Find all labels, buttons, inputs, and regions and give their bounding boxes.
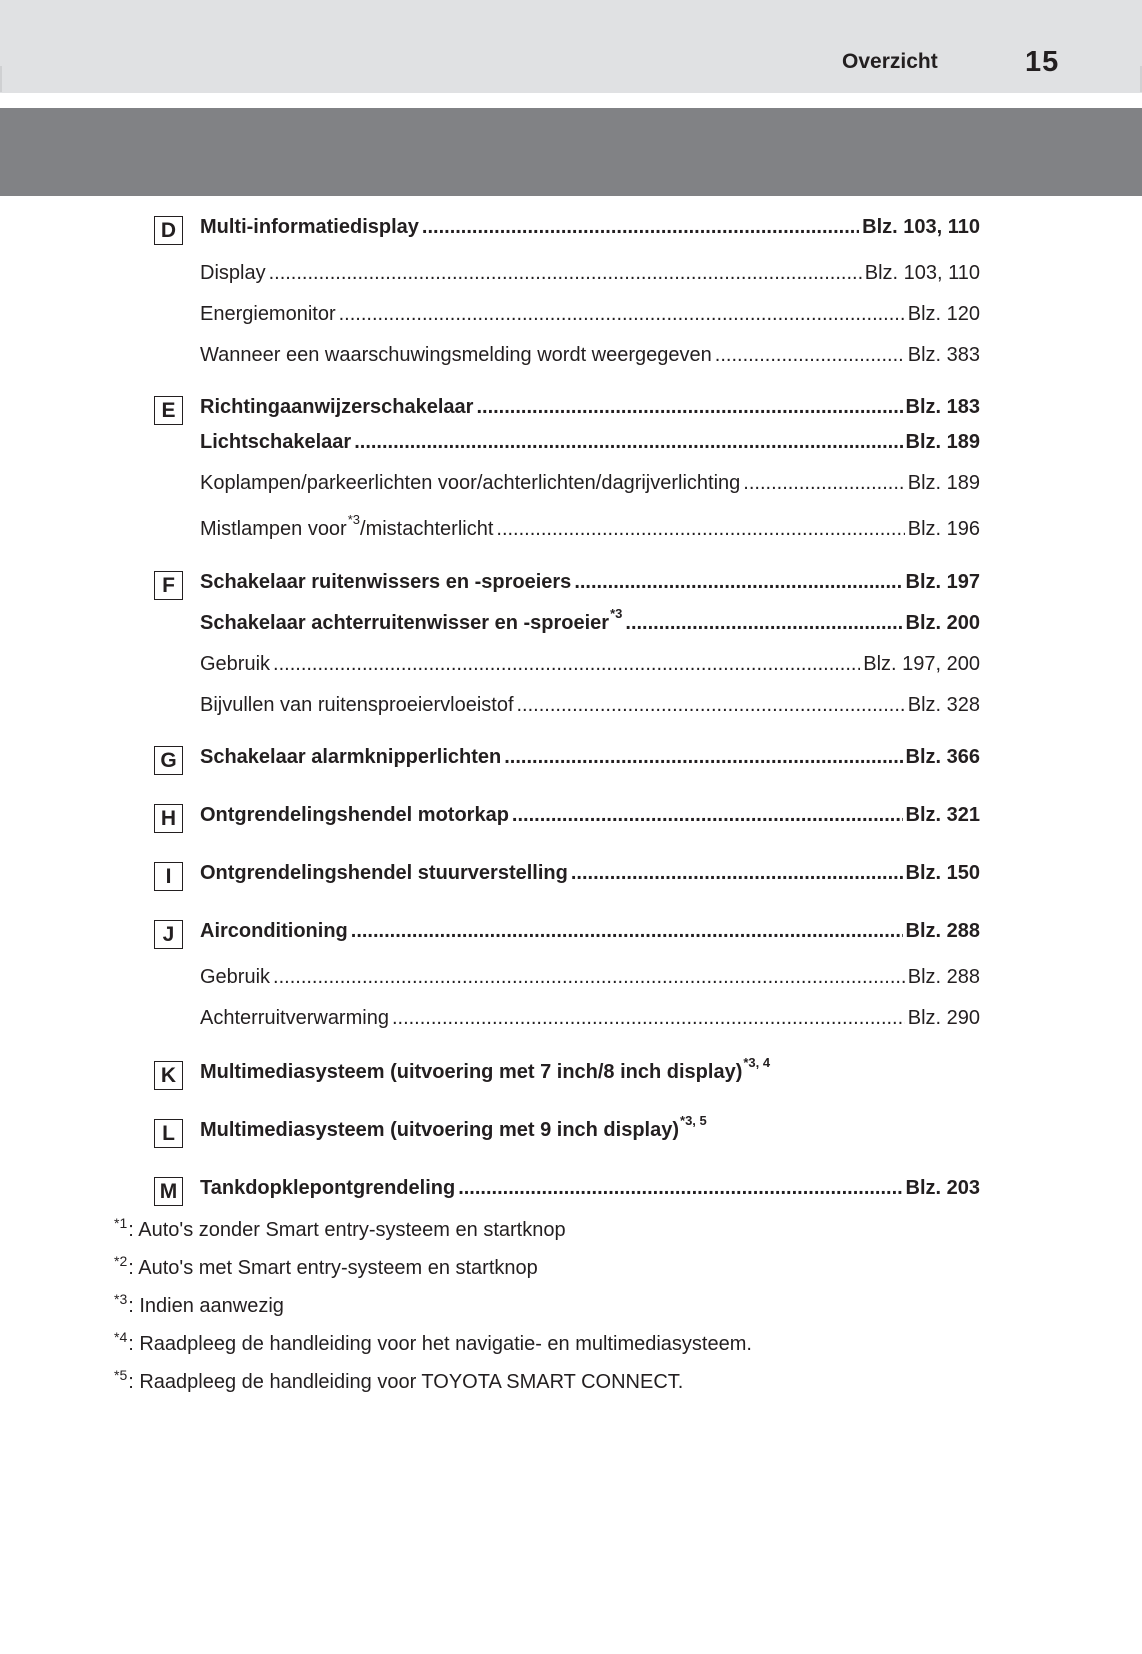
footnote-text: : Indien aanwezig xyxy=(128,1295,284,1317)
entry-label: Lichtschakelaar xyxy=(200,431,352,453)
dot-leader xyxy=(354,431,902,454)
dot-leader xyxy=(269,262,862,285)
footnote-text: : Raadpleeg de handleiding voor het navigatie- en multimediasysteem. xyxy=(128,1333,752,1355)
toc-entry[interactable] xyxy=(200,694,980,722)
section-title: Overzicht xyxy=(842,50,938,73)
entry-page: Blz. 288 xyxy=(905,920,980,942)
entry-label: Ontgrendelingshendel motorkap xyxy=(200,804,509,826)
entry-label: Airconditioning xyxy=(200,920,348,942)
footnote xyxy=(114,1329,752,1356)
dot-leader xyxy=(743,472,904,495)
entry-label: Multi-informatiedisplay xyxy=(200,216,419,238)
dot-leader xyxy=(392,1007,905,1030)
toc-entry[interactable] xyxy=(200,472,980,500)
toc-entry[interactable] xyxy=(200,262,980,290)
entry-page: Blz. 290 xyxy=(907,1007,980,1029)
dot-leader xyxy=(496,518,904,541)
footnote-ref: *3, 5 xyxy=(680,1113,707,1128)
entry-page: Blz. 203 xyxy=(905,1177,980,1199)
toc-entry[interactable] xyxy=(200,431,980,459)
entry-page: Blz. 189 xyxy=(905,431,980,453)
dot-leader xyxy=(458,1177,902,1200)
toc-entry[interactable] xyxy=(200,1113,980,1147)
entry-label: Energiemonitor xyxy=(200,303,336,325)
entry-label: Achterruitverwarming xyxy=(200,1007,389,1029)
entry-label-part: Multimediasysteem (uitvoering met 9 inch display) xyxy=(200,1119,680,1141)
dot-leader xyxy=(625,612,902,635)
entry-label: Schakelaar alarmknipperlichten xyxy=(200,746,502,768)
entry-page: Blz. 103, 110 xyxy=(862,216,980,238)
toc-entry[interactable] xyxy=(200,216,980,244)
toc-entry[interactable] xyxy=(200,804,980,832)
page-number: 15 xyxy=(1025,46,1060,78)
section-letter-d: D xyxy=(154,216,183,245)
entry-label: Tankdopklepontgrendeling xyxy=(200,1177,456,1199)
footnote-ref: *3 xyxy=(347,512,361,527)
entry-label xyxy=(200,1055,771,1084)
toc-entry[interactable] xyxy=(200,862,980,890)
footnote-mark: *2 xyxy=(114,1253,128,1269)
entry-label: Koplampen/parkeerlichten voor/achterlichten/dagrijverlichting xyxy=(200,472,741,494)
entry-page: Blz. 189 xyxy=(907,472,980,494)
section-letter-k: K xyxy=(154,1061,183,1090)
entry-page: Blz. 288 xyxy=(907,966,980,988)
dot-leader xyxy=(339,303,905,326)
toc-entry[interactable] xyxy=(200,966,980,994)
header-divider xyxy=(0,93,1142,108)
entry-label-part: Multimediasysteem (uitvoering met 7 inch/8 inch display) xyxy=(200,1061,743,1083)
entry-label-part: Schakelaar achterruitenwisser en -sproeier xyxy=(200,612,610,634)
header-band xyxy=(0,0,1142,93)
section-letter-h: H xyxy=(154,804,183,833)
entry-label xyxy=(200,606,623,635)
entry-page: Blz. 120 xyxy=(907,303,980,325)
footnote xyxy=(114,1367,684,1394)
entry-label: Bijvullen van ruitensproeiervloeistof xyxy=(200,694,514,716)
entry-page: Blz. 196 xyxy=(907,518,980,540)
footnote-text: : Raadpleeg de handleiding voor TOYOTA SMART CONNECT. xyxy=(128,1371,684,1393)
entry-label: Wanneer een waarschuwingsmelding wordt weergegeven xyxy=(200,344,712,366)
entry-page: Blz. 197 xyxy=(905,571,980,593)
entry-label: Gebruik xyxy=(200,966,271,988)
toc-entry[interactable] xyxy=(200,303,980,331)
dot-leader xyxy=(351,920,903,943)
entry-label-part: Mistlampen voor xyxy=(200,518,347,540)
dot-leader xyxy=(517,694,905,717)
footnote-mark: *4 xyxy=(114,1329,128,1345)
dot-leader xyxy=(273,653,860,676)
toc-entry[interactable] xyxy=(200,653,980,681)
footnote-mark: *5 xyxy=(114,1367,128,1383)
footnote-ref: *3, 4 xyxy=(743,1055,771,1070)
dot-leader xyxy=(571,862,903,885)
toc-entry[interactable] xyxy=(200,1055,980,1089)
toc-entry[interactable] xyxy=(200,746,980,774)
entry-label xyxy=(200,1113,707,1142)
entry-page: Blz. 150 xyxy=(905,862,980,884)
section-letter-j: J xyxy=(154,920,183,949)
entry-page: Blz. 103, 110 xyxy=(864,262,980,284)
entry-label: Gebruik xyxy=(200,653,271,675)
entry-label: Ontgrendelingshendel stuurverstelling xyxy=(200,862,568,884)
section-letter-m: M xyxy=(154,1177,183,1206)
toc-entry[interactable] xyxy=(200,1177,980,1205)
toc-entry[interactable] xyxy=(200,344,980,372)
dot-leader xyxy=(715,344,905,367)
entry-label: Display xyxy=(200,262,266,284)
toc-entry[interactable] xyxy=(200,606,980,640)
toc-entry[interactable] xyxy=(200,1007,980,1035)
toc-entry[interactable] xyxy=(200,571,980,599)
footnote-mark: *3 xyxy=(114,1291,128,1307)
footnote-mark: *1 xyxy=(114,1215,128,1231)
entry-page: Blz. 200 xyxy=(905,612,980,634)
dot-leader xyxy=(504,746,902,769)
toc-entry[interactable] xyxy=(200,920,980,948)
entry-page: Blz. 321 xyxy=(905,804,980,826)
footnote-ref: *3 xyxy=(610,606,623,621)
dot-leader xyxy=(574,571,902,594)
section-letter-g: G xyxy=(154,746,183,775)
section-letter-l: L xyxy=(154,1119,183,1148)
section-letter-f: F xyxy=(154,571,183,600)
entry-label: Schakelaar ruitenwissers en -sproeiers xyxy=(200,571,572,593)
entry-label: Richtingaanwijzerschakelaar xyxy=(200,396,474,418)
dot-leader xyxy=(273,966,905,989)
entry-page: Blz. 328 xyxy=(907,694,980,716)
entry-label xyxy=(200,512,494,541)
entry-page: Blz. 366 xyxy=(905,746,980,768)
footnote xyxy=(114,1253,538,1280)
dot-leader xyxy=(512,804,903,827)
footnote xyxy=(114,1291,284,1318)
dot-leader xyxy=(476,396,902,419)
section-letter-e: E xyxy=(154,396,183,425)
footnote-text: : Auto's met Smart entry-systeem en startknop xyxy=(128,1257,538,1279)
toc-entry[interactable] xyxy=(200,512,980,546)
footnote-text: : Auto's zonder Smart entry-systeem en startknop xyxy=(128,1219,566,1241)
chapter-band xyxy=(0,108,1142,196)
entry-page: Blz. 383 xyxy=(907,344,980,366)
toc-entry[interactable] xyxy=(200,396,980,424)
entry-page: Blz. 183 xyxy=(905,396,980,418)
section-letter-i: I xyxy=(154,862,183,891)
entry-label-part: /mistachterlicht xyxy=(360,518,494,540)
dot-leader xyxy=(422,216,859,239)
footnote xyxy=(114,1215,566,1242)
entry-page: Blz. 197, 200 xyxy=(863,653,980,675)
